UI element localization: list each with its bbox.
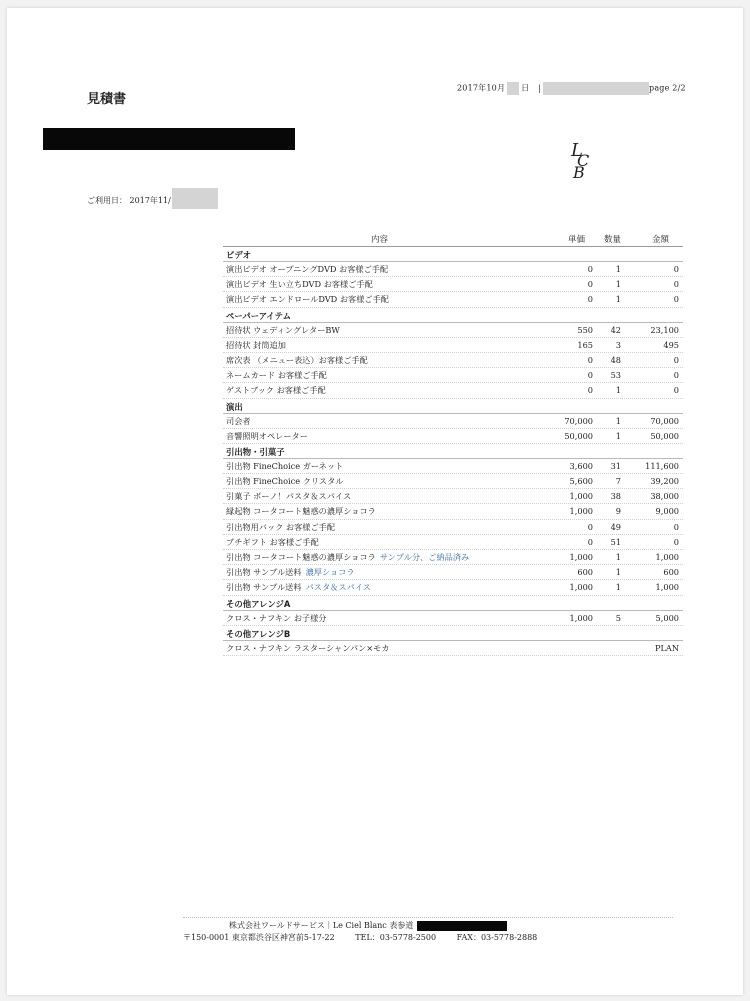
item-name: クロス・ナフキン ラスターシャンパン×モカ	[226, 642, 390, 653]
amount-cell: 0	[673, 354, 679, 365]
redacted-reference	[543, 82, 649, 95]
item-cell	[226, 385, 326, 396]
issue-date-suffix: 日	[521, 83, 530, 93]
company-fax: FAX：03-5778-2888	[456, 933, 538, 942]
issue-date-prefix: 2017年10月	[457, 83, 506, 93]
item-name: 引出物 サンプル送料	[226, 582, 302, 593]
section-title: ビデオ	[226, 250, 251, 260]
item-cell	[226, 582, 371, 593]
header-meta	[457, 82, 686, 95]
price-cell: 1,000	[569, 582, 593, 593]
table-row	[223, 611, 683, 626]
item-note: パスタ＆スパイス	[305, 582, 371, 593]
qty-cell: 9	[615, 506, 621, 517]
qty-cell: 1	[615, 582, 621, 593]
item-cell	[226, 491, 351, 502]
table-row	[223, 489, 683, 504]
table-row	[223, 277, 683, 292]
amount-cell: 50,000	[650, 430, 679, 441]
item-name: 引出物 FineChoice クリスタル	[226, 476, 344, 487]
amount-cell: 23,100	[650, 324, 679, 335]
item-cell	[226, 567, 355, 578]
section-header	[223, 399, 683, 414]
qty-cell: 3	[615, 339, 621, 350]
header-qty: 数量	[603, 235, 621, 245]
qty-cell: 38	[610, 491, 621, 502]
amount-cell: 38,000	[650, 491, 679, 502]
item-name: 引出物用バック お客様ご手配	[226, 521, 336, 532]
amount-cell: 1,000	[655, 582, 679, 593]
item-cell	[226, 643, 389, 654]
qty-cell: 1	[615, 294, 621, 305]
qty-cell: 1	[615, 430, 621, 441]
qty-cell: 1	[615, 385, 621, 396]
table-row	[223, 565, 683, 580]
item-cell	[226, 506, 376, 517]
table-row	[223, 580, 683, 595]
qty-cell: 1	[615, 415, 621, 426]
qty-cell: 1	[615, 552, 621, 562]
price-cell: 1,000	[569, 491, 593, 502]
table-row	[223, 323, 683, 338]
section-title: ペーパーアイテム	[226, 310, 291, 321]
item-name: 引出物 サンプル送料	[226, 567, 302, 578]
qty-cell: 1	[615, 279, 621, 290]
amount-cell: 0	[673, 370, 679, 381]
table-row	[223, 550, 683, 565]
item-name: ゲストブック お客様ご手配	[226, 385, 326, 396]
footer-divider	[183, 917, 673, 918]
table-row	[223, 429, 683, 444]
qty-cell: 5	[615, 612, 621, 623]
item-name: 演出ビデオ エンドロールDVD お客様ご手配	[226, 294, 389, 305]
page-indicator: page 2/2	[649, 83, 686, 93]
price-cell: 0	[587, 354, 593, 365]
svg-text:C: C	[577, 151, 590, 170]
amount-cell: PLAN	[654, 642, 679, 653]
item-note: サンプル分、ご納品済み	[379, 552, 470, 562]
qty-cell: 48	[610, 354, 621, 365]
table-row	[223, 641, 683, 656]
svg-text:L: L	[571, 140, 583, 161]
qty-cell: 51	[610, 536, 621, 547]
section-header	[223, 308, 683, 323]
company-address: 〒150-0001 東京都渋谷区神宮前5-17-22	[183, 933, 335, 942]
qty-cell: 7	[615, 476, 621, 487]
price-cell: 1,000	[569, 552, 593, 562]
header-price: 単価	[567, 235, 585, 245]
price-cell: 0	[587, 536, 593, 547]
document-title: 見積書	[87, 92, 127, 107]
item-name: 音響照明オペレーター	[226, 430, 308, 441]
venue-logo	[563, 136, 599, 182]
amount-cell: 0	[673, 279, 679, 290]
header-item: 内容	[371, 235, 389, 245]
table-row	[223, 353, 683, 368]
header-amount: 金額	[651, 235, 669, 245]
qty-cell: 53	[610, 370, 621, 381]
item-cell	[226, 340, 286, 351]
section-title: その他アレンジB	[226, 628, 291, 639]
redacted-usage-day	[172, 188, 218, 209]
table-row	[223, 520, 683, 535]
item-name: クロス・ナフキン お子様分	[226, 612, 327, 623]
table-row	[223, 383, 683, 398]
price-cell: 165	[577, 339, 593, 350]
section-header	[223, 247, 683, 262]
qty-cell: 42	[610, 324, 621, 335]
table-row	[223, 504, 683, 519]
section-title: 引出物・引菓子	[226, 446, 285, 457]
amount-cell: 0	[673, 521, 679, 532]
item-name: 演出ビデオ 生い立ちDVD お客様ご手配	[226, 279, 373, 290]
estimate-table	[223, 230, 683, 656]
amount-cell: 0	[673, 264, 679, 274]
table-body	[223, 247, 683, 656]
table-row	[223, 459, 683, 474]
table-row	[223, 474, 683, 489]
item-name: 引出物 FineChoice ガーネット	[226, 460, 344, 471]
price-cell: 50,000	[564, 430, 593, 441]
item-cell	[226, 476, 343, 487]
document-page	[7, 8, 743, 995]
item-name: 引菓子 ボーノ！パスタ＆スパイス	[226, 491, 352, 502]
usage-date-line	[87, 188, 218, 209]
table-row	[223, 292, 683, 307]
item-name: プチギフト お客様ご手配	[226, 536, 319, 547]
usage-date: 2017年11/	[129, 196, 171, 205]
price-cell: 3,600	[569, 460, 593, 471]
usage-label: ご利用日：	[87, 196, 127, 205]
table-row	[223, 262, 683, 277]
item-cell	[226, 461, 343, 472]
item-name: 引出物 コータコート魅惑の濃厚ショコラ	[226, 552, 376, 562]
amount-cell: 70,000	[650, 415, 679, 426]
price-cell: 1,000	[569, 506, 593, 517]
redacted-day	[507, 82, 519, 95]
qty-cell: 1	[615, 567, 621, 578]
item-name: 席次表 （メニュー表込）お客様ご手配	[226, 354, 368, 365]
item-cell	[226, 264, 388, 275]
qty-cell: 31	[610, 460, 621, 471]
redacted-customer-name	[43, 128, 295, 150]
amount-cell: 600	[663, 567, 679, 578]
table-row	[223, 368, 683, 383]
item-name: 演出ビデオ オープニングDVD お客様ご手配	[226, 264, 389, 274]
svg-text:B: B	[573, 163, 585, 182]
item-note: 濃厚ショコラ	[305, 567, 355, 578]
item-cell	[226, 522, 335, 533]
amount-cell: 495	[663, 339, 679, 350]
amount-cell: 0	[673, 536, 679, 547]
price-cell: 0	[587, 521, 593, 532]
item-cell	[226, 552, 469, 563]
item-name: 招待状 ウェディングレターBW	[226, 324, 340, 335]
item-cell	[226, 537, 319, 548]
item-cell	[226, 294, 389, 305]
price-cell: 0	[587, 385, 593, 396]
section-header	[223, 596, 683, 611]
price-cell: 70,000	[564, 415, 593, 426]
item-name: 縁起物 コータコート魅惑の濃厚ショコラ	[226, 506, 376, 517]
item-name: ネームカード お客様ご手配	[226, 370, 327, 381]
item-cell	[226, 325, 340, 336]
price-cell: 0	[587, 370, 593, 381]
price-cell: 0	[587, 279, 593, 290]
amount-cell: 111,600	[645, 460, 679, 471]
footer-contact-line	[183, 932, 537, 943]
item-cell	[226, 355, 368, 366]
amount-cell: 9,000	[655, 506, 679, 517]
table-row	[223, 535, 683, 550]
table-row	[223, 338, 683, 353]
item-cell	[226, 279, 373, 290]
section-title: その他アレンジA	[226, 598, 291, 609]
table-header	[223, 230, 683, 247]
amount-cell: 39,200	[650, 476, 679, 487]
price-cell: 1,000	[569, 612, 593, 623]
redacted-footer-info	[417, 921, 507, 931]
amount-cell: 5,000	[655, 612, 679, 623]
price-cell: 0	[587, 294, 593, 305]
amount-cell: 1,000	[655, 552, 679, 562]
table-row	[223, 414, 683, 429]
item-name: 招待状 封筒追加	[226, 339, 286, 350]
price-cell: 600	[577, 567, 593, 578]
amount-cell: 0	[673, 385, 679, 396]
company-name: 株式会社ワールドサービス｜Le Ciel Blanc 表参道	[229, 921, 414, 930]
price-cell: 0	[587, 264, 593, 274]
price-cell: 5,600	[569, 476, 593, 487]
item-cell	[226, 613, 326, 624]
price-cell: 550	[577, 324, 593, 335]
item-cell	[226, 431, 308, 442]
section-header	[223, 626, 683, 641]
qty-cell: 1	[615, 264, 621, 274]
item-cell	[226, 370, 327, 381]
amount-cell: 0	[673, 294, 679, 305]
item-cell	[226, 416, 251, 427]
footer-company-line	[229, 920, 507, 931]
item-name: 司会者	[226, 415, 251, 426]
qty-cell: 49	[610, 521, 621, 532]
separator: |	[538, 83, 541, 93]
section-header	[223, 444, 683, 459]
section-title: 演出	[226, 401, 243, 412]
company-tel: TEL：03-5778-2500	[355, 933, 437, 942]
